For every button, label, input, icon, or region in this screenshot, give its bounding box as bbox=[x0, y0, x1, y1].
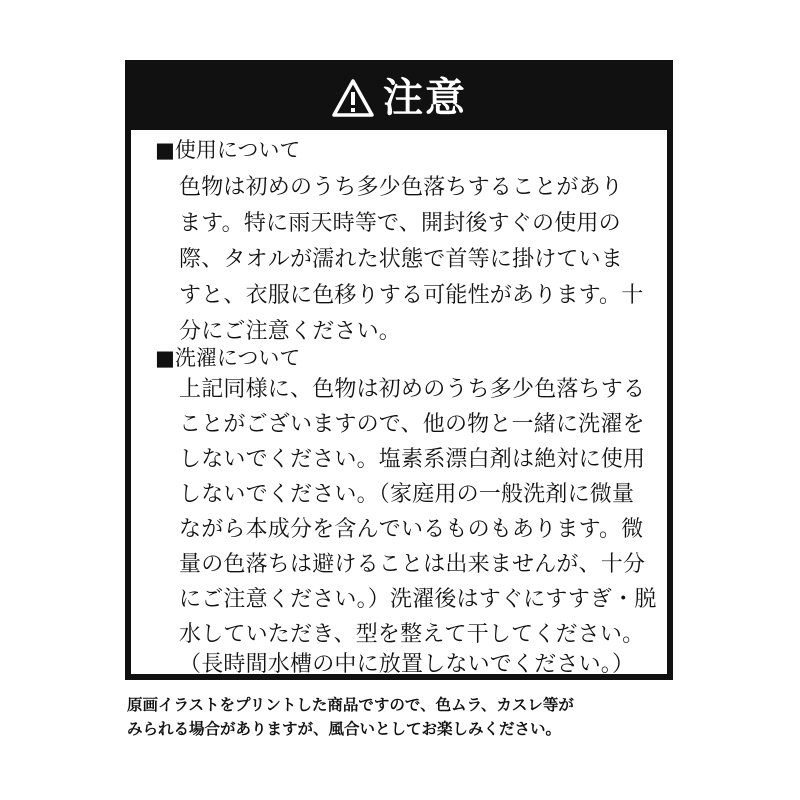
washing-text-line: ながら本成分を含んでいるものもあります。微 bbox=[179, 517, 644, 542]
section-heading-washing bbox=[155, 343, 300, 373]
notice-header bbox=[131, 66, 667, 130]
usage-text-line: 分にご注意ください。 bbox=[179, 319, 402, 344]
section-bullet: ■ bbox=[155, 138, 175, 162]
usage-text-line: すと、衣服に色移りする可能性があります。十 bbox=[179, 283, 644, 308]
section-bullet: ■ bbox=[155, 346, 175, 370]
washing-text-line: 上記同様に、色物は初めのうち多少色落ちする bbox=[179, 377, 646, 402]
section-heading-label: 洗濯について bbox=[174, 346, 301, 370]
notice-title: 注意 bbox=[383, 75, 467, 121]
washing-text-line: 量の色落ちは避けることは出来ませんが、十分 bbox=[179, 552, 646, 577]
usage-text-line: 際、タオルが濡れた状態で首等に掛けていま bbox=[179, 247, 624, 272]
washing-text-line: にご注意ください。）洗濯後はすぐにすすぎ・脱 bbox=[179, 587, 657, 612]
notice-box bbox=[125, 60, 673, 680]
usage-text-line: ます。特に雨天時等で、開封後すぐの使用の bbox=[179, 211, 621, 236]
section-heading-usage bbox=[155, 135, 300, 165]
washing-text-line: しないでください。（家庭用の一般洗剤に微量 bbox=[179, 482, 635, 507]
usage-text-line: 色物は初めのうち多少色落ちすることがあり bbox=[179, 175, 624, 200]
warning-triangle-icon bbox=[331, 78, 375, 118]
washing-text-line: 水していただき、型を整えて干してください。 bbox=[179, 622, 645, 647]
washing-text-line: ことがございますので、他の物と一緒に洗濯を bbox=[179, 412, 645, 437]
section-heading-label: 使用について bbox=[174, 138, 301, 162]
footer-note-line: みられる場合がありますが、風合いとしてお楽しみください。 bbox=[127, 720, 562, 738]
washing-text-line: （長時間水槽の中に放置しないでください。） bbox=[179, 652, 635, 677]
washing-text-line: しないでください。塩素系漂白剤は絶対に使用 bbox=[179, 447, 646, 472]
footer-note-line: 原画イラストをプリントした商品ですので、色ムラ、カスレ等が bbox=[127, 696, 574, 714]
